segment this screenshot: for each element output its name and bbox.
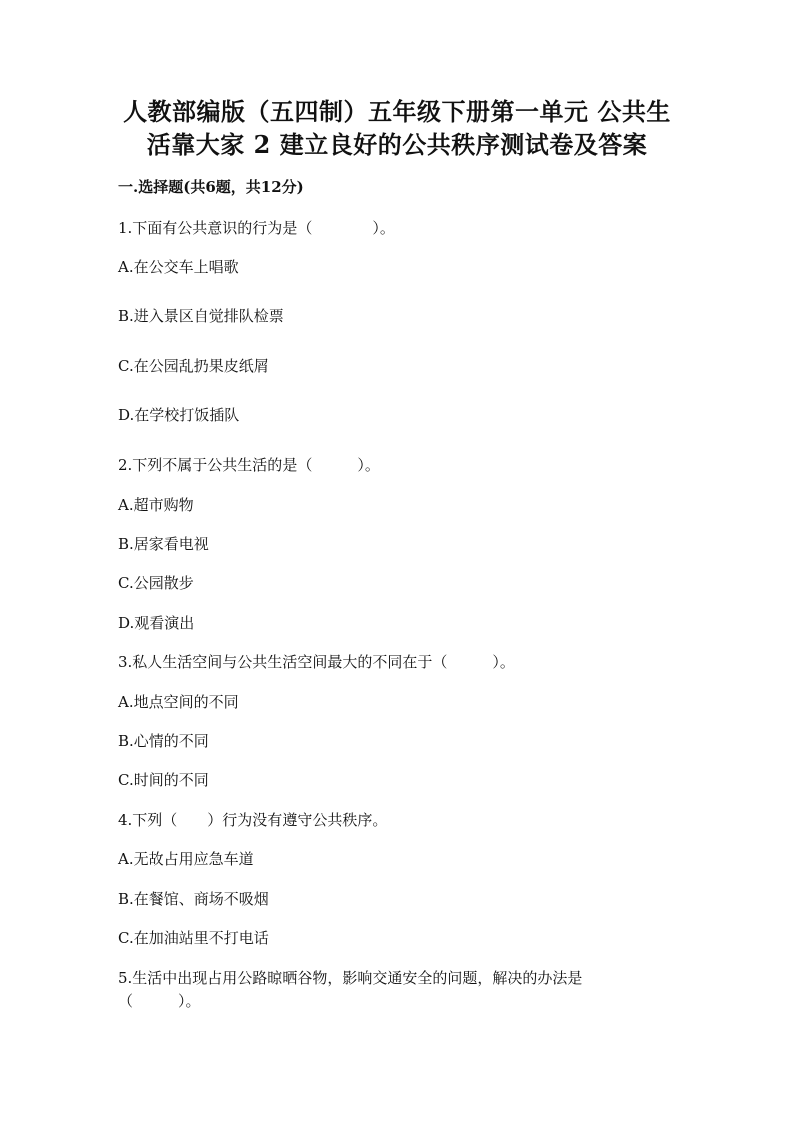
question-1-option-d: D.在学校打饭插队 <box>118 406 240 424</box>
question-3-stem: 3.私人生活空间与公共生活空间最大的不同在于（ ）。 <box>118 653 515 671</box>
question-3-option-a: A.地点空间的不同 <box>118 693 239 711</box>
question-1-stem: 1.下面有公共意识的行为是（ ）。 <box>118 219 395 237</box>
question-4-option-a: A.无故占用应急车道 <box>118 850 254 868</box>
question-4-stem: 4.下列（ ）行为没有遵守公共秩序。 <box>118 811 388 829</box>
question-5-stem-continuation: （ ）。 <box>118 992 201 1010</box>
section-heading: 一.选择题(共6题，共12分) <box>118 178 304 196</box>
question-2-stem: 2.下列不属于公共生活的是（ ）。 <box>118 456 380 474</box>
question-3-option-b: B.心情的不同 <box>118 732 209 750</box>
question-2-option-d: D.观看演出 <box>118 614 195 632</box>
question-2-option-c: C.公园散步 <box>118 574 194 592</box>
document-title-line-2: 活靠大家 2 建立良好的公共秩序测试卷及答案 <box>146 130 648 159</box>
question-1-option-b: B.进入景区自觉排队检票 <box>118 307 284 325</box>
question-4-option-c: C.在加油站里不打电话 <box>118 929 269 947</box>
question-4-option-b: B.在餐馆、商场不吸烟 <box>118 890 269 908</box>
question-3-option-c: C.时间的不同 <box>118 771 209 789</box>
document-title-line-1: 人教部编版（五四制）五年级下册第一单元 公共生 <box>123 97 671 126</box>
question-1-option-a: A.在公交车上唱歌 <box>118 258 239 276</box>
question-2-option-a: A.超市购物 <box>118 496 194 514</box>
question-5-stem: 5.生活中出现占用公路晾晒谷物，影响交通安全的问题，解决的办法是 <box>118 969 583 987</box>
question-1-option-c: C.在公园乱扔果皮纸屑 <box>118 357 269 375</box>
question-2-option-b: B.居家看电视 <box>118 535 209 553</box>
